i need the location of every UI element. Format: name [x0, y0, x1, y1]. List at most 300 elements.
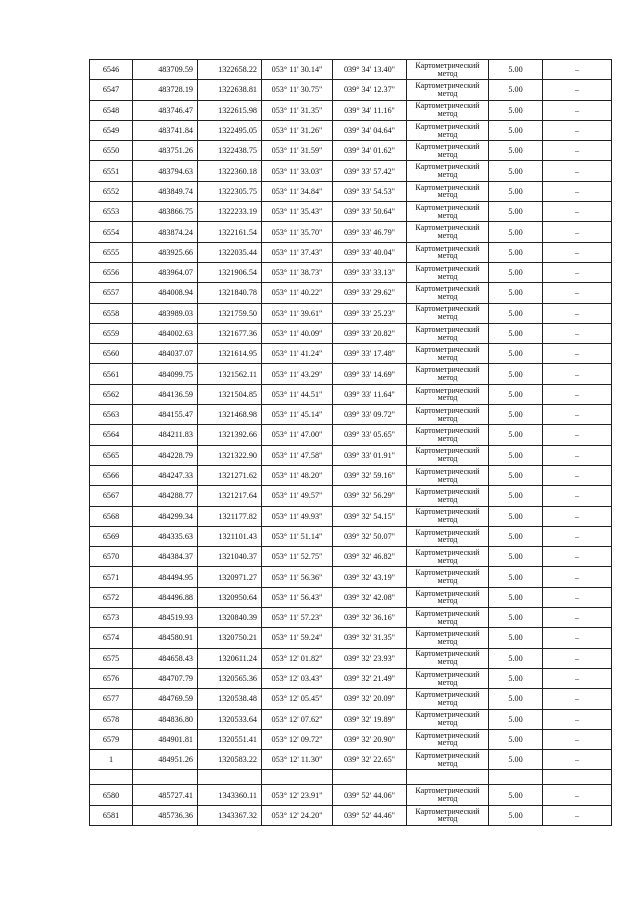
point-number-cell: 1 — [90, 750, 133, 770]
accuracy-cell: 5.00 — [489, 323, 543, 343]
table-row — [90, 242, 612, 262]
y-coordinate-cell: 1322638.81 — [198, 80, 262, 100]
x-coordinate-cell: 484008.94 — [133, 283, 198, 303]
table-row — [90, 60, 612, 80]
longitude-cell: 039° 34' 04.64" — [333, 120, 407, 140]
method-cell: Картометрический метод — [407, 222, 489, 242]
point-number-cell: 6546 — [90, 60, 133, 80]
accuracy-cell: 5.00 — [489, 648, 543, 668]
table-row — [90, 80, 612, 100]
longitude-cell: 039° 33' 11.64" — [333, 384, 407, 404]
point-number-cell: 6550 — [90, 141, 133, 161]
table-row — [90, 303, 612, 323]
x-coordinate-cell: 484494.95 — [133, 567, 198, 587]
note-cell: – — [543, 425, 612, 445]
table-row — [90, 486, 612, 506]
longitude-cell: 039° 33' 29.62" — [333, 283, 407, 303]
latitude-cell: 053° 11' 37.43" — [262, 242, 333, 262]
point-number-cell: 6565 — [90, 445, 133, 465]
x-coordinate-cell: 484136.59 — [133, 384, 198, 404]
latitude-cell: 053° 12' 07.62" — [262, 709, 333, 729]
method-cell: Картометрический метод — [407, 465, 489, 485]
x-coordinate-cell: 483866.75 — [133, 202, 198, 222]
y-coordinate-cell: 1321562.11 — [198, 364, 262, 384]
y-coordinate-cell: 1321392.66 — [198, 425, 262, 445]
latitude-cell: 053° 11' 43.29" — [262, 364, 333, 384]
latitude-cell: 053° 11' 30.75" — [262, 80, 333, 100]
note-cell: – — [543, 161, 612, 181]
method-cell: Картометрический метод — [407, 181, 489, 201]
method-cell: Картометрический метод — [407, 384, 489, 404]
x-coordinate-cell: 483964.07 — [133, 262, 198, 282]
note-cell: – — [543, 120, 612, 140]
table-row — [90, 709, 612, 729]
y-coordinate-cell: 1343367.32 — [198, 805, 262, 825]
accuracy-cell: 5.00 — [489, 608, 543, 628]
note-cell: – — [543, 100, 612, 120]
table-row — [90, 608, 612, 628]
x-coordinate-cell: 484211.83 — [133, 425, 198, 445]
point-number-cell: 6572 — [90, 587, 133, 607]
longitude-cell: 039° 33' 17.48" — [333, 344, 407, 364]
table-row — [90, 364, 612, 384]
accuracy-cell: 5.00 — [489, 526, 543, 546]
x-coordinate-cell: 483794.63 — [133, 161, 198, 181]
latitude-cell: 053° 11' 47.58" — [262, 445, 333, 465]
point-number-cell: 6549 — [90, 120, 133, 140]
point-number-cell: 6576 — [90, 668, 133, 688]
table-row — [90, 689, 612, 709]
x-coordinate-cell: 484658.43 — [133, 648, 198, 668]
method-cell: Картометрический метод — [407, 526, 489, 546]
longitude-cell: 039° 52' 44.06" — [333, 785, 407, 805]
point-number-cell: 6575 — [90, 648, 133, 668]
longitude-cell: 039° 33' 20.82" — [333, 323, 407, 343]
x-coordinate-cell: 483989.03 — [133, 303, 198, 323]
point-number-cell: 6560 — [90, 344, 133, 364]
coordinates-table — [89, 59, 612, 826]
longitude-cell: 039° 32' 46.82" — [333, 547, 407, 567]
point-number-cell: 6581 — [90, 805, 133, 825]
point-number-cell: 6570 — [90, 547, 133, 567]
latitude-cell: 053° 11' 47.00" — [262, 425, 333, 445]
longitude-cell: 039° 32' 22.65" — [333, 750, 407, 770]
latitude-cell: 053° 11' 40.09" — [262, 323, 333, 343]
y-coordinate-cell: 1320840.39 — [198, 608, 262, 628]
x-coordinate-cell: 483874.24 — [133, 222, 198, 242]
longitude-cell: 039° 34' 01.62" — [333, 141, 407, 161]
longitude-cell: 039° 32' 42.08" — [333, 587, 407, 607]
latitude-cell: 053° 11' 44.51" — [262, 384, 333, 404]
method-cell: Картометрический метод — [407, 709, 489, 729]
longitude-cell: 039° 32' 43.19" — [333, 567, 407, 587]
x-coordinate-cell: 484247.33 — [133, 465, 198, 485]
note-cell: – — [543, 222, 612, 242]
x-coordinate-cell: 483746.47 — [133, 100, 198, 120]
note-cell: – — [543, 80, 612, 100]
method-cell: Картометрический метод — [407, 668, 489, 688]
accuracy-cell: 5.00 — [489, 161, 543, 181]
longitude-cell: 039° 32' 56.29" — [333, 486, 407, 506]
longitude-cell: 039° 33' 54.53" — [333, 181, 407, 201]
x-coordinate-cell — [133, 770, 198, 785]
accuracy-cell: 5.00 — [489, 120, 543, 140]
x-coordinate-cell: 484519.93 — [133, 608, 198, 628]
y-coordinate-cell — [198, 770, 262, 785]
point-number-cell: 6564 — [90, 425, 133, 445]
latitude-cell: 053° 11' 35.43" — [262, 202, 333, 222]
latitude-cell: 053° 12' 03.43" — [262, 668, 333, 688]
point-number-cell: 6562 — [90, 384, 133, 404]
latitude-cell: 053° 11' 33.03" — [262, 161, 333, 181]
latitude-cell: 053° 11' 57.23" — [262, 608, 333, 628]
note-cell: – — [543, 689, 612, 709]
point-number-cell: 6557 — [90, 283, 133, 303]
method-cell: Картометрический метод — [407, 303, 489, 323]
method-cell: Картометрический метод — [407, 80, 489, 100]
y-coordinate-cell: 1322438.75 — [198, 141, 262, 161]
x-coordinate-cell: 484707.79 — [133, 668, 198, 688]
y-coordinate-cell: 1321271.62 — [198, 465, 262, 485]
longitude-cell: 039° 33' 14.69" — [333, 364, 407, 384]
longitude-cell: 039° 32' 20.90" — [333, 729, 407, 749]
method-cell: Картометрический метод — [407, 648, 489, 668]
latitude-cell: 053° 11' 45.14" — [262, 405, 333, 425]
accuracy-cell — [489, 770, 543, 785]
method-cell: Картометрический метод — [407, 141, 489, 161]
note-cell: – — [543, 242, 612, 262]
method-cell: Картометрический метод — [407, 506, 489, 526]
latitude-cell: 053° 12' 09.72" — [262, 729, 333, 749]
point-number-cell: 6548 — [90, 100, 133, 120]
table-row — [90, 425, 612, 445]
method-cell: Картометрический метод — [407, 608, 489, 628]
x-coordinate-cell: 483849.74 — [133, 181, 198, 201]
point-number-cell: 6580 — [90, 785, 133, 805]
y-coordinate-cell: 1321614.95 — [198, 344, 262, 364]
latitude-cell: 053° 11' 49.57" — [262, 486, 333, 506]
table-row — [90, 587, 612, 607]
x-coordinate-cell: 484836.80 — [133, 709, 198, 729]
point-number-cell: 6559 — [90, 323, 133, 343]
latitude-cell: 053° 11' 48.20" — [262, 465, 333, 485]
method-cell: Картометрический метод — [407, 161, 489, 181]
y-coordinate-cell: 1320750.21 — [198, 628, 262, 648]
y-coordinate-cell: 1320971.27 — [198, 567, 262, 587]
x-coordinate-cell: 484299.34 — [133, 506, 198, 526]
latitude-cell: 053° 11' 31.35" — [262, 100, 333, 120]
method-cell: Картометрический метод — [407, 785, 489, 805]
longitude-cell: 039° 33' 01.91" — [333, 445, 407, 465]
table-row — [90, 668, 612, 688]
longitude-cell: 039° 52' 44.46" — [333, 805, 407, 825]
method-cell: Картометрический метод — [407, 628, 489, 648]
x-coordinate-cell: 484384.37 — [133, 547, 198, 567]
y-coordinate-cell: 1320551.41 — [198, 729, 262, 749]
y-coordinate-cell: 1321468.98 — [198, 405, 262, 425]
note-cell: – — [543, 60, 612, 80]
note-cell: – — [543, 465, 612, 485]
latitude-cell: 053° 12' 23.91" — [262, 785, 333, 805]
accuracy-cell: 5.00 — [489, 242, 543, 262]
x-coordinate-cell: 484037.07 — [133, 344, 198, 364]
y-coordinate-cell: 1321177.82 — [198, 506, 262, 526]
accuracy-cell: 5.00 — [489, 486, 543, 506]
note-cell: – — [543, 141, 612, 161]
point-number-cell: 6555 — [90, 242, 133, 262]
table-row — [90, 526, 612, 546]
table-row — [90, 648, 612, 668]
table-row — [90, 729, 612, 749]
note-cell: – — [543, 750, 612, 770]
note-cell: – — [543, 547, 612, 567]
latitude-cell: 053° 11' 59.24" — [262, 628, 333, 648]
note-cell: – — [543, 628, 612, 648]
accuracy-cell: 5.00 — [489, 303, 543, 323]
latitude-cell: 053° 11' 56.36" — [262, 567, 333, 587]
latitude-cell: 053° 12' 05.45" — [262, 689, 333, 709]
point-number-cell: 6569 — [90, 526, 133, 546]
longitude-cell: 039° 33' 09.72" — [333, 405, 407, 425]
note-cell: – — [543, 303, 612, 323]
note-cell: – — [543, 445, 612, 465]
accuracy-cell: 5.00 — [489, 141, 543, 161]
x-coordinate-cell: 483728.19 — [133, 80, 198, 100]
longitude-cell: 039° 32' 50.07" — [333, 526, 407, 546]
note-cell: – — [543, 202, 612, 222]
table-row — [90, 161, 612, 181]
accuracy-cell: 5.00 — [489, 709, 543, 729]
table-row — [90, 262, 612, 282]
point-number-cell — [90, 770, 133, 785]
table-row — [90, 344, 612, 364]
latitude-cell — [262, 770, 333, 785]
y-coordinate-cell: 1322658.22 — [198, 60, 262, 80]
longitude-cell: 039° 34' 12.37" — [333, 80, 407, 100]
x-coordinate-cell: 484002.63 — [133, 323, 198, 343]
longitude-cell: 039° 32' 54.15" — [333, 506, 407, 526]
x-coordinate-cell: 483709.59 — [133, 60, 198, 80]
latitude-cell: 053° 11' 40.22" — [262, 283, 333, 303]
note-cell: – — [543, 785, 612, 805]
table-body — [90, 60, 612, 826]
method-cell: Картометрический метод — [407, 425, 489, 445]
point-number-cell: 6574 — [90, 628, 133, 648]
x-coordinate-cell: 484155.47 — [133, 405, 198, 425]
point-number-cell: 6566 — [90, 465, 133, 485]
latitude-cell: 053° 11' 56.43" — [262, 587, 333, 607]
x-coordinate-cell: 483925.66 — [133, 242, 198, 262]
x-coordinate-cell: 484580.91 — [133, 628, 198, 648]
y-coordinate-cell: 1321101.43 — [198, 526, 262, 546]
longitude-cell: 039° 32' 20.09" — [333, 689, 407, 709]
accuracy-cell: 5.00 — [489, 547, 543, 567]
x-coordinate-cell: 484769.59 — [133, 689, 198, 709]
method-cell: Картометрический метод — [407, 805, 489, 825]
x-coordinate-cell: 484228.79 — [133, 445, 198, 465]
longitude-cell: 039° 34' 11.16" — [333, 100, 407, 120]
latitude-cell: 053° 12' 24.20" — [262, 805, 333, 825]
method-cell: Картометрический метод — [407, 60, 489, 80]
y-coordinate-cell: 1343360.11 — [198, 785, 262, 805]
accuracy-cell: 5.00 — [489, 80, 543, 100]
point-number-cell: 6558 — [90, 303, 133, 323]
accuracy-cell: 5.00 — [489, 202, 543, 222]
longitude-cell: 039° 32' 36.16" — [333, 608, 407, 628]
table-row — [90, 283, 612, 303]
method-cell: Картометрический метод — [407, 323, 489, 343]
accuracy-cell: 5.00 — [489, 750, 543, 770]
y-coordinate-cell: 1320611.24 — [198, 648, 262, 668]
y-coordinate-cell: 1320538.48 — [198, 689, 262, 709]
latitude-cell: 053° 11' 38.73" — [262, 262, 333, 282]
y-coordinate-cell: 1321217.64 — [198, 486, 262, 506]
longitude-cell: 039° 32' 23.93" — [333, 648, 407, 668]
point-number-cell: 6573 — [90, 608, 133, 628]
y-coordinate-cell: 1321040.37 — [198, 547, 262, 567]
y-coordinate-cell: 1321504.85 — [198, 384, 262, 404]
note-cell: – — [543, 648, 612, 668]
accuracy-cell: 5.00 — [489, 567, 543, 587]
table-row — [90, 405, 612, 425]
method-cell: Картометрический метод — [407, 547, 489, 567]
accuracy-cell: 5.00 — [489, 100, 543, 120]
note-cell: – — [543, 405, 612, 425]
table-row — [90, 785, 612, 805]
longitude-cell: 039° 33' 46.79" — [333, 222, 407, 242]
table-row — [90, 384, 612, 404]
longitude-cell: 039° 33' 05.65" — [333, 425, 407, 445]
latitude-cell: 053° 11' 31.59" — [262, 141, 333, 161]
y-coordinate-cell: 1321759.50 — [198, 303, 262, 323]
point-number-cell: 6547 — [90, 80, 133, 100]
method-cell: Картометрический метод — [407, 689, 489, 709]
latitude-cell: 053° 11' 52.75" — [262, 547, 333, 567]
latitude-cell: 053° 12' 11.30" — [262, 750, 333, 770]
x-coordinate-cell: 484496.88 — [133, 587, 198, 607]
longitude-cell: 039° 33' 50.64" — [333, 202, 407, 222]
note-cell: – — [543, 709, 612, 729]
accuracy-cell: 5.00 — [489, 587, 543, 607]
note-cell: – — [543, 567, 612, 587]
method-cell: Картометрический метод — [407, 242, 489, 262]
longitude-cell: 039° 32' 19.89" — [333, 709, 407, 729]
accuracy-cell: 5.00 — [489, 506, 543, 526]
note-cell: – — [543, 608, 612, 628]
note-cell: – — [543, 805, 612, 825]
y-coordinate-cell: 1322305.75 — [198, 181, 262, 201]
method-cell: Картометрический метод — [407, 445, 489, 465]
note-cell: – — [543, 323, 612, 343]
method-cell: Картометрический метод — [407, 486, 489, 506]
note-cell: – — [543, 668, 612, 688]
longitude-cell: 039° 33' 33.13" — [333, 262, 407, 282]
y-coordinate-cell: 1320565.36 — [198, 668, 262, 688]
accuracy-cell: 5.00 — [489, 445, 543, 465]
y-coordinate-cell: 1321322.90 — [198, 445, 262, 465]
latitude-cell: 053° 11' 30.14" — [262, 60, 333, 80]
note-cell: – — [543, 181, 612, 201]
x-coordinate-cell: 484951.26 — [133, 750, 198, 770]
table-row — [90, 547, 612, 567]
accuracy-cell: 5.00 — [489, 465, 543, 485]
method-cell: Картометрический метод — [407, 364, 489, 384]
table-row — [90, 100, 612, 120]
x-coordinate-cell: 484901.81 — [133, 729, 198, 749]
method-cell — [407, 770, 489, 785]
table-row — [90, 222, 612, 242]
accuracy-cell: 5.00 — [489, 283, 543, 303]
note-cell: – — [543, 486, 612, 506]
latitude-cell: 053° 11' 34.84" — [262, 181, 333, 201]
table-row — [90, 323, 612, 343]
point-number-cell: 6553 — [90, 202, 133, 222]
y-coordinate-cell: 1320583.22 — [198, 750, 262, 770]
method-cell: Картометрический метод — [407, 729, 489, 749]
point-number-cell: 6571 — [90, 567, 133, 587]
point-number-cell: 6567 — [90, 486, 133, 506]
accuracy-cell: 5.00 — [489, 729, 543, 749]
table-row — [90, 465, 612, 485]
point-number-cell: 6554 — [90, 222, 133, 242]
longitude-cell — [333, 770, 407, 785]
y-coordinate-cell: 1322360.18 — [198, 161, 262, 181]
x-coordinate-cell: 484288.77 — [133, 486, 198, 506]
y-coordinate-cell: 1320533.64 — [198, 709, 262, 729]
x-coordinate-cell: 485736.36 — [133, 805, 198, 825]
table-row — [90, 750, 612, 770]
method-cell: Картометрический метод — [407, 262, 489, 282]
accuracy-cell: 5.00 — [489, 805, 543, 825]
y-coordinate-cell: 1321906.54 — [198, 262, 262, 282]
table-row — [90, 120, 612, 140]
method-cell: Картометрический метод — [407, 587, 489, 607]
table-row — [90, 445, 612, 465]
note-cell: – — [543, 587, 612, 607]
table-row — [90, 141, 612, 161]
method-cell: Картометрический метод — [407, 344, 489, 364]
accuracy-cell: 5.00 — [489, 689, 543, 709]
accuracy-cell: 5.00 — [489, 785, 543, 805]
accuracy-cell: 5.00 — [489, 364, 543, 384]
longitude-cell: 039° 32' 21.49" — [333, 668, 407, 688]
longitude-cell: 039° 33' 25.23" — [333, 303, 407, 323]
accuracy-cell: 5.00 — [489, 628, 543, 648]
point-number-cell: 6552 — [90, 181, 133, 201]
table-row — [90, 181, 612, 201]
table-row — [90, 202, 612, 222]
x-coordinate-cell: 485727.41 — [133, 785, 198, 805]
note-cell: – — [543, 262, 612, 282]
table-row — [90, 628, 612, 648]
accuracy-cell: 5.00 — [489, 425, 543, 445]
latitude-cell: 053° 11' 49.93" — [262, 506, 333, 526]
note-cell: – — [543, 364, 612, 384]
point-number-cell: 6551 — [90, 161, 133, 181]
accuracy-cell: 5.00 — [489, 668, 543, 688]
accuracy-cell: 5.00 — [489, 60, 543, 80]
note-cell: – — [543, 384, 612, 404]
note-cell: – — [543, 729, 612, 749]
table-row — [90, 805, 612, 825]
latitude-cell: 053° 11' 31.26" — [262, 120, 333, 140]
latitude-cell: 053° 11' 51.14" — [262, 526, 333, 546]
latitude-cell: 053° 11' 35.70" — [262, 222, 333, 242]
table-row — [90, 506, 612, 526]
method-cell: Картометрический метод — [407, 120, 489, 140]
y-coordinate-cell: 1322035.44 — [198, 242, 262, 262]
table-row-empty — [90, 770, 612, 785]
